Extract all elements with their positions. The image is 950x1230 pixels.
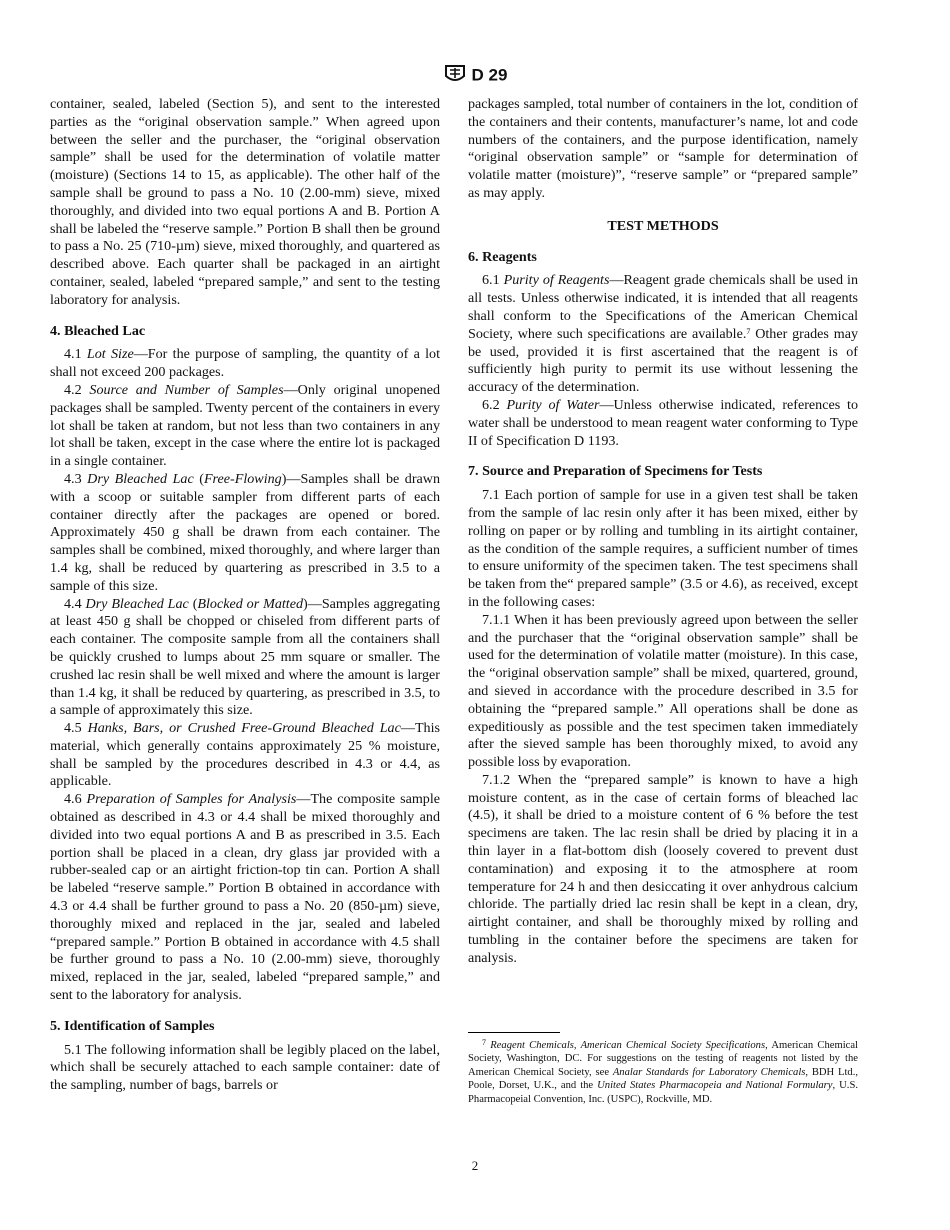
continued-paragraph: packages sampled, total number of containers in the lot, condition of the containers and their contents, manufacturer’s name, lot and code numbers of the containers, and the purpose identification, namely “original observation sample” or “sample for determination of volatile matter (moisture)”, “reserve sample” or “prepared sample” as may apply.: [468, 96, 858, 201]
paragraph-4-3: 4.3 Dry Bleached Lac (Free-Flowing)—Samples shall be drawn with a scoop or suitable sampler from different parts of each container directly after the packages are opened or bored. Approximately 450 g shall be drawn from each container. The samples shall be combined, mixed thoroughly, and where larger than 1.4 kg, shall be reduced by quartering as prescribed in 3.5 to a sample of this size.: [50, 470, 441, 594]
continued-paragraph: container, sealed, labeled (Section 5), and sent to the interested parties as the “original observation sample.” When agreed upon between the seller and the purchaser, the “original observation sample” shall be used for the determination of volatile matter (moisture) (Sections 14 to 15, as applicable). The other half of the sample shall be ground to pass a No. 10 (2.00-mm) sieve, mixed thoroughly, and divided into two equal portions A and B. Portion A shall be labeled the “reserve sample.” Portion B shall then be ground to pass a No. 25 (710-µm) sieve, mixed thoroughly, and quartered as described above. Each quarter shall be packaged in an airtight container, sealed, labeled “prepared sample,” and sent to the testing laboratory for analysis.: [50, 96, 440, 308]
paragraph-6-1: 6.1 Purity of Reagents—Reagent grade chemicals shall be used in all tests. Unless otherwise indicated, it is intended that all reagents shall conform to the Specifications of the American Chemical Society, where such specifications are available.$^7$ Other grades may be used, provided it is first ascertained that the reagent is of sufficiently high purity to permit its use without lessening the accuracy of the determination.: [468, 272, 858, 396]
paragraph-7-1: 7.1 Each portion of sample for use in a given test shall be taken from the sample of lac resin only after it has been mixed, either by rolling on paper or by rolling and tumbling in its airtight container, as the condition of the sample requires, a sufficient number of times to ensure uniformity of the specimen taken. The test specimens shall be taken from the“ prepared sample” (3.5 or 4.6), as received, except in the following cases:: [468, 487, 858, 610]
paragraph-4-6: 4.6 Preparation of Samples for Analysis—The composite sample obtained as described in 4.3 or 4.4 shall be mixed thoroughly and divided into two equal portions A and B as prescribed in 3.5. Each portion shall be placed in a clean, dry glass jar provided with a rubber-sealed cap or an airtight friction-top tin can. Portion A shall be labeled “reserve sample.” Portion B obtained in accordance with 4.3 or 4.4 shall be further ground to pass a No. 20 (850-µm) sieve, thoroughly mixed and replaced in the jar, sealed and labeled “prepared sample.” Portion B obtained in accordance with 4.5 shall be further ground to pass a No. 10 (2.00-mm) sieve, thoroughly mixed, replaced in the jar, sealed, labeled “prepared sample,” and sent to the laboratory for analysis.: [50, 791, 441, 1004]
section-6-heading: 6. Reagents: [468, 248, 537, 265]
paragraph-4-4: 4.4 Dry Bleached Lac (Blocked or Matted)—Samples aggregating at least 450 g shall be chopped or chiseled from different parts of each container. The composite sample from all the containers shall be quickly crushed to lumps about 25 mm square or smaller. The crushed lac resin shall be well mixed and where the amount is larger than 1.4 kg, it shall be reduced by quartering, as prescribed in 3.5, to a sample of approximately this size.: [50, 595, 440, 719]
test-methods-heading: TEST METHODS: [607, 217, 719, 234]
paragraph-5-1: 5.1 The following information shall be legibly placed on the label, which shall be securely attached to each sample container: date of the sampling, number of bags, barrels or: [50, 1041, 440, 1094]
astm-logo-icon: [443, 62, 467, 89]
left-column: [50, 96, 440, 1095]
paragraph-6-2: 6.2 Purity of Water—Unless otherwise indicated, references to water shall be understood to mean reagent water conforming to Type II of Specification D 1193.: [468, 396, 859, 449]
section-7-heading: 7. Source and Preparation of Specimens for Tests: [468, 463, 763, 480]
paragraph-7-1-1: 7.1.1 When it has been previously agreed upon between the seller and the purchaser that the “original observation sample” shall be used for the determination of volatile matter (moisture). In this case, the “original observation sample” shall be mixed, quartered, ground, and sieved in accordance with the procedure described in 3.5 for obtaining the “prepared sample.” All operations shall be done as expeditiously as possible and the test specimen taken immediately after the sieved sample has been thoroughly mixed, to avoid any possible loss by evaporation.: [468, 611, 858, 771]
standard-designation: D 29: [471, 65, 508, 85]
page-header: [0, 62, 950, 89]
page-number: 2: [471, 1158, 479, 1173]
right-column: [468, 96, 858, 1107]
paragraph-4-2: 4.2 Source and Number of Samples—Only original unopened packages shall be sampled. Twenty percent of the containers in every lot shall be taken at random, but not less than two containers in any lot shall be taken, except in the case where the entire lot is packaged in a single container.: [50, 381, 441, 470]
section-5-heading: 5. Identification of Samples: [50, 1017, 215, 1034]
paragraph-4-5: 4.5 Hanks, Bars, or Crushed Free-Ground Bleached Lac—This material, which generally contains approximately 25 % moisture, shall be sampled by the procedures described in 4.3 or 4.4, as applicable.: [50, 720, 441, 790]
footnote-ref: 7: [746, 326, 751, 336]
section-4-heading: 4. Bleached Lac: [50, 322, 146, 339]
paragraph-7-1-2: 7.1.2 When the “prepared sample” is known to have a high moisture content, as in the case of certain forms of bleached lac (4.5), it shall be dried to a moisture content of 6 % before the test specimens are taken. The lac resin shall be dried by placing it in a thin layer in a flat-bottom dish (loosely covered to prevent dust contamination) and exposing it to the atmosphere at room temperature for 24 h and then desiccating it over anhydrous calcium chloride. The partially dried lac resin shall be kept in a clean, dry, airtight container, and shall be thoroughly mixed by rolling and tumbling in the container before the specimens are taken for analysis.: [468, 771, 858, 966]
footnote-divider: [468, 1032, 560, 1033]
paragraph-4-1: 4.1 Lot Size—For the purpose of sampling, the quantity of a lot shall not exceed 200 packages.: [50, 346, 440, 381]
footnote-7: $^7$ Reagent Chemicals, American Chemical Society Specifications, American Chemical Society, Washington, DC. For suggestions on the testing of reagents not listed by the American Chemical Society, see Analar Standards for Laboratory Chemicals, BDH Ltd., Poole, Dorset, U.K., and the United States Pharmacopeia and National Formulary, U.S. Pharmacopeial Convention, Inc. (USPC), Rockville, MD.: [468, 1037, 859, 1106]
